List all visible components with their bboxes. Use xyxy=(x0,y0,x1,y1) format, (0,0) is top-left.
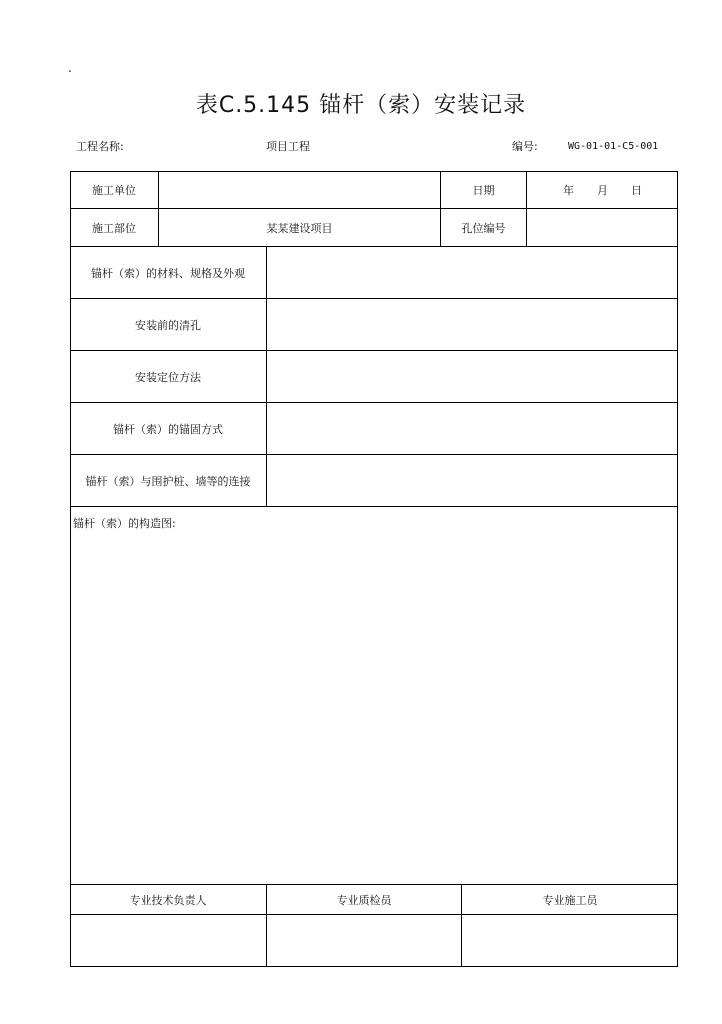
number-label: 编号: xyxy=(512,140,538,153)
structure-diagram-area[interactable] xyxy=(71,530,677,884)
project-name-label: 工程名称: xyxy=(76,140,124,153)
item-label-connection: 锚杆（索）与围护桩、墙等的连接 xyxy=(85,474,251,488)
constructor-signature-field[interactable] xyxy=(462,915,678,967)
stray-dot: . xyxy=(68,61,72,75)
item-field-materials[interactable] xyxy=(267,247,678,298)
number-value: WG-01-01-C5-001 xyxy=(568,141,659,152)
construction-unit-label: 施工单位 xyxy=(92,183,136,197)
row-divider xyxy=(70,506,678,507)
hole-number-label: 孔位编号 xyxy=(461,221,506,235)
item-field-positioning[interactable] xyxy=(267,351,678,402)
project-name-value: 项目工程 xyxy=(266,140,310,153)
item-field-anchoring[interactable] xyxy=(267,403,678,454)
construction-unit-field[interactable] xyxy=(159,171,440,208)
quality-inspector-label: 专业质检员 xyxy=(336,893,392,907)
tech-lead-label: 专业技术负责人 xyxy=(129,893,207,907)
quality-inspector-signature-field[interactable] xyxy=(267,915,461,967)
construction-part-field[interactable]: 某某建设项目 xyxy=(266,221,333,235)
item-field-hole-cleaning[interactable] xyxy=(267,299,678,350)
item-label-materials: 锚杆（索）的材料、规格及外观 xyxy=(91,266,245,280)
item-label-anchoring: 锚杆（索）的锚固方式 xyxy=(113,422,223,436)
tech-lead-signature-field[interactable] xyxy=(70,915,266,967)
item-field-connection[interactable] xyxy=(267,455,678,506)
constructor-label: 专业施工员 xyxy=(542,893,598,907)
structure-diagram-label: 锚杆（索）的构造图: xyxy=(73,517,176,530)
item-label-positioning: 安装定位方法 xyxy=(135,370,201,384)
item-label-hole-cleaning: 安装前的清孔 xyxy=(135,318,201,332)
date-field[interactable]: 年 月 日 xyxy=(563,183,642,197)
construction-part-label: 施工部位 xyxy=(92,221,136,235)
hole-number-field[interactable] xyxy=(527,209,678,246)
date-label: 日期 xyxy=(472,183,495,197)
page-title: 表C.5.145 锚杆（索）安装记录 xyxy=(195,93,527,118)
